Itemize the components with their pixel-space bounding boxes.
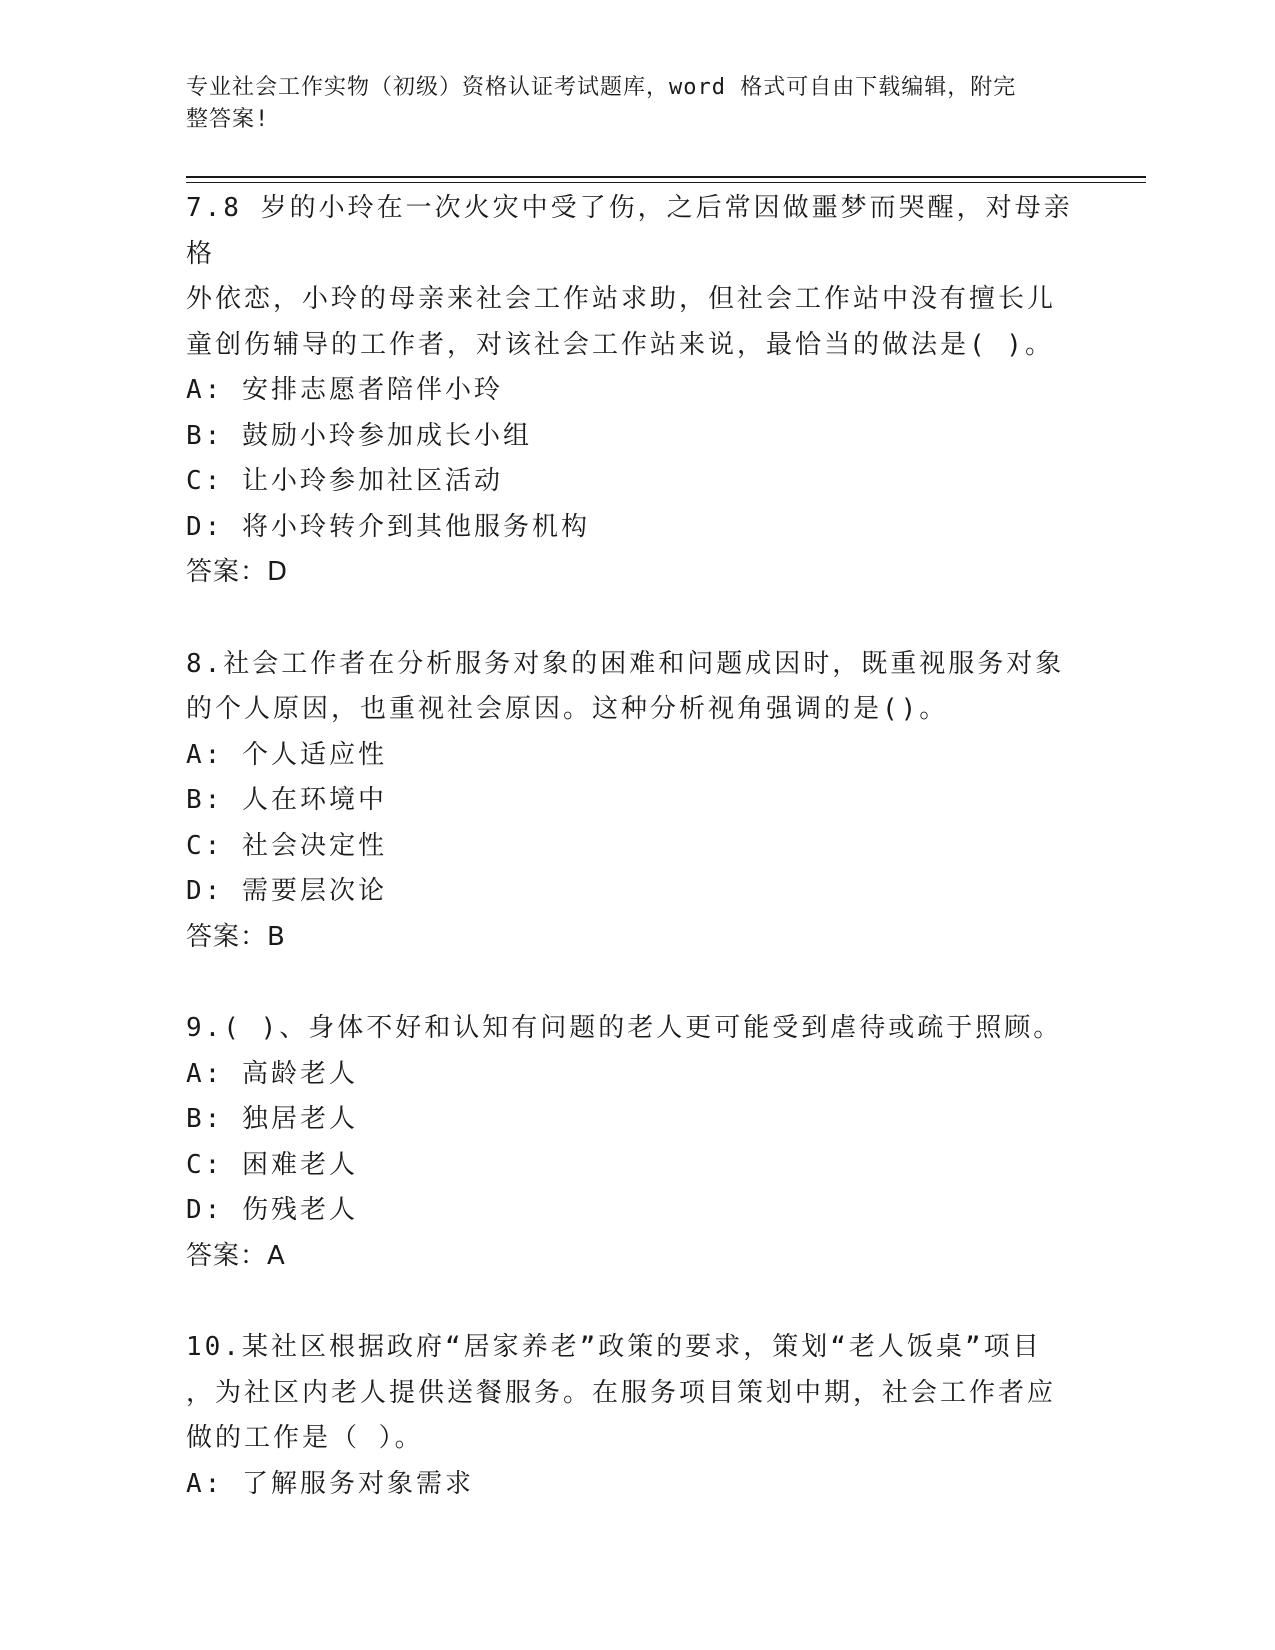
- document-header: [186, 72, 1066, 136]
- option-d: D: 将小玲转介到其他服务机构: [186, 511, 590, 542]
- header-divider-thick: [186, 176, 1146, 178]
- question-7: [186, 186, 1086, 596]
- answer-line: 答案：A: [186, 1240, 286, 1271]
- option-a: A: 个人适应性: [186, 739, 387, 770]
- question-line: ，为社区内老人提供送餐服务。在服务项目策划中期，社会工作者应: [186, 1377, 1057, 1408]
- question-8: [186, 642, 1086, 961]
- question-line: 童创伤辅导的工作者，对该社会工作站来说，最恰当的做法是( )。: [186, 329, 1054, 360]
- question-line: 8.社会工作者在分析服务对象的困难和问题成因时，既重视服务对象: [186, 648, 1065, 679]
- option-b: B: 独居老人: [186, 1104, 358, 1134]
- question-line: 外依恋，小玲的母亲来社会工作站求助，但社会工作站中没有擅长儿: [186, 284, 1057, 314]
- question-line: 做的工作是（ ）。: [186, 1423, 424, 1453]
- option-d: D: 伤残老人: [186, 1195, 358, 1225]
- option-b: B: 人在环境中: [186, 785, 387, 815]
- question-list: [186, 186, 1086, 1553]
- option-a: A: 安排志愿者陪伴小玲: [186, 375, 503, 405]
- option-b: B: 鼓励小玲参加成长小组: [186, 420, 532, 451]
- header-line-1: 专业社会工作实物（初级）资格认证考试题库，word 格式可自由下载编辑，附完: [186, 75, 1017, 100]
- question-line: 9.( )、身体不好和认知有问题的老人更可能受到虐待或疏于照顾。: [186, 1013, 1063, 1043]
- answer-line: 答案：D: [186, 557, 289, 587]
- option-a: A: 高龄老人: [186, 1058, 358, 1089]
- question-9: [186, 1006, 1086, 1279]
- question-line: 7.8 岁的小玲在一次火灾中受了伤，之后常因做噩梦而哭醒，对母亲格: [186, 193, 1073, 269]
- answer-line: 答案：B: [186, 921, 286, 952]
- option-c: C: 困难老人: [186, 1149, 358, 1180]
- header-divider-thin: [186, 182, 1146, 183]
- option-a: A: 了解服务对象需求: [186, 1468, 474, 1499]
- option-d: D: 需要层次论: [186, 876, 387, 906]
- question-line: 10.某社区根据政府“居家养老”政策的要求，策划“老人饭桌”项目: [186, 1332, 1042, 1362]
- option-c: C: 让小玲参加社区活动: [186, 466, 503, 496]
- question-line: 的个人原因，也重视社会原因。这种分析视角强调的是()。: [186, 694, 949, 724]
- option-c: C: 社会决定性: [186, 830, 387, 861]
- header-line-2: 整答案!: [186, 107, 270, 132]
- question-10: [186, 1325, 1086, 1507]
